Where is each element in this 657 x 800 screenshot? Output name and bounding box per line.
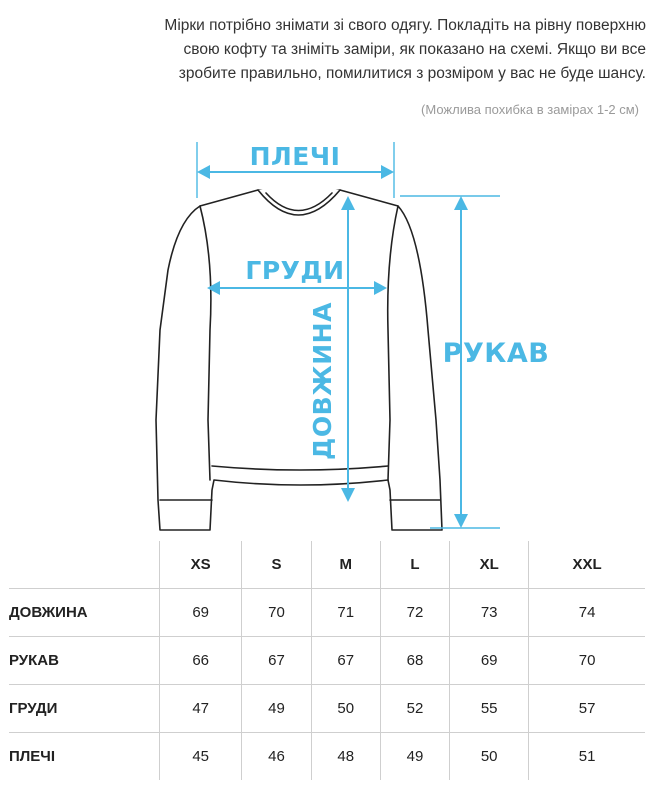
table-cell: 45 <box>160 733 242 781</box>
table-cell: 49 <box>380 733 449 781</box>
table-cell: 67 <box>311 637 380 685</box>
table-cell: 57 <box>529 685 645 733</box>
table-cell: 50 <box>311 685 380 733</box>
table-cell: 70 <box>529 637 645 685</box>
row-label-sleeve: РУКАВ <box>9 637 160 685</box>
table-cell: 69 <box>160 589 242 637</box>
size-table <box>9 541 645 780</box>
table-row <box>9 637 645 685</box>
table-cell: 69 <box>450 637 529 685</box>
sweater-body-outline <box>156 190 442 530</box>
sleeve-label: РУКАВ <box>442 338 550 369</box>
size-header-l: L <box>380 541 449 589</box>
table-cell: 55 <box>450 685 529 733</box>
intro-line-1: Мірки потрібно знімати зі свого одягу. Покладіть на рівну поверхню <box>164 17 646 34</box>
table-cell: 49 <box>242 685 311 733</box>
intro-line-2: свою кофту та зніміть заміри, як показано на схемі. Якщо ви все <box>183 41 646 58</box>
size-header-xxl: XXL <box>529 541 645 589</box>
table-cell: 51 <box>529 733 645 781</box>
table-cell: 66 <box>160 637 242 685</box>
table-cell: 52 <box>380 685 449 733</box>
table-cell: 48 <box>311 733 380 781</box>
table-cell: 46 <box>242 733 311 781</box>
table-cell: 72 <box>380 589 449 637</box>
chest-label: ГРУДИ <box>245 256 345 285</box>
table-cell: 73 <box>450 589 529 637</box>
shoulders-label: ПЛЕЧІ <box>249 142 341 171</box>
measurement-error-note: (Можлива похибка в замірах 1-2 см) <box>421 102 639 117</box>
size-header-xs: XS <box>160 541 242 589</box>
row-label-shoulders: ПЛЕЧІ <box>9 733 160 781</box>
table-row <box>9 685 645 733</box>
row-label-chest: ГРУДИ <box>9 685 160 733</box>
table-cell: 71 <box>311 589 380 637</box>
table-row <box>9 589 645 637</box>
size-header-empty <box>9 541 160 589</box>
size-header-row <box>9 541 645 589</box>
table-cell: 68 <box>380 637 449 685</box>
length-label: ДОВЖИНА <box>308 302 337 460</box>
size-header-s: S <box>242 541 311 589</box>
table-cell: 70 <box>242 589 311 637</box>
intro-line-3: зробите правильно, помилитися з розміром у вас не буде шансу. <box>178 65 646 82</box>
table-cell: 74 <box>529 589 645 637</box>
table-cell: 50 <box>450 733 529 781</box>
row-label-length: ДОВЖИНА <box>9 589 160 637</box>
size-header-xl: XL <box>450 541 529 589</box>
size-header-m: M <box>311 541 380 589</box>
table-row <box>9 733 645 781</box>
table-cell: 47 <box>160 685 242 733</box>
table-cell: 67 <box>242 637 311 685</box>
